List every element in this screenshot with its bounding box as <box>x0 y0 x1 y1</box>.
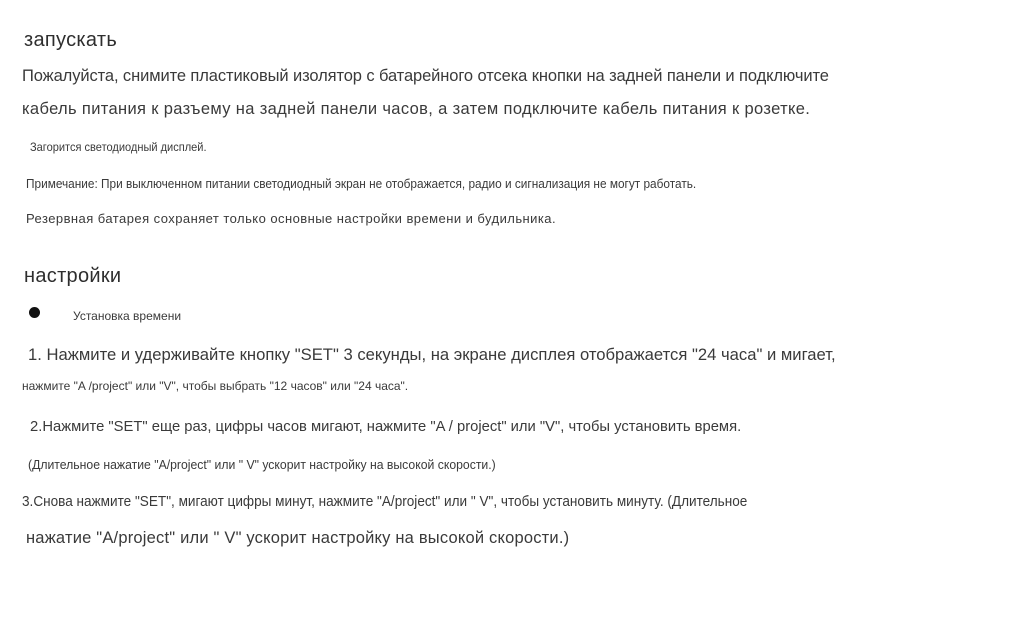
step-2-line-2: (Длительное нажатие "A/project" или " V" ускорит настройку на высокой скорости.) <box>28 457 496 472</box>
bullet-label: Установка времени <box>73 309 182 323</box>
step-2-line-1: 2.Нажмите "SET" еще раз, цифры часов мигают, нажмите "A / project" или "V", чтобы установить время. <box>30 418 742 435</box>
section-start-title: запускать <box>24 29 118 51</box>
start-paragraph-line-2: кабель питания к разъему на задней панели часов, а затем подключите кабель питания к розетке. <box>22 100 811 118</box>
step-3-line-2: нажатие "A/project" или " V" ускорит настройку на высокой скорости.) <box>26 529 570 547</box>
start-paragraph-line-1: Пожалуйста, снимите пластиковый изолятор с батарейного отсека кнопки на задней панели и подключите <box>22 67 829 85</box>
power-note: Примечание: При выключенном питании светодиодный экран не отображается, радио и сигнализация не могут работать. <box>26 176 697 191</box>
led-note: Загорится светодиодный дисплей. <box>30 140 207 154</box>
step-1-line-1: 1. Нажмите и удерживайте кнопку "SET" 3 секунды, на экране дисплея отображается "24 часа" и мигает, <box>28 345 836 364</box>
bullet-icon <box>29 307 40 318</box>
step-1-line-2: нажмите "A /project" или "V", чтобы выбрать "12 часов" или "24 часа". <box>22 379 409 393</box>
section-settings-title: настройки <box>24 265 122 287</box>
battery-note: Резервная батарея сохраняет только основные настройки времени и будильника. <box>26 211 557 226</box>
step-3-line-1: 3.Снова нажмите "SET", мигают цифры минут, нажмите "A/project" или " V", чтобы установить минуту. (Длительное <box>22 493 748 510</box>
